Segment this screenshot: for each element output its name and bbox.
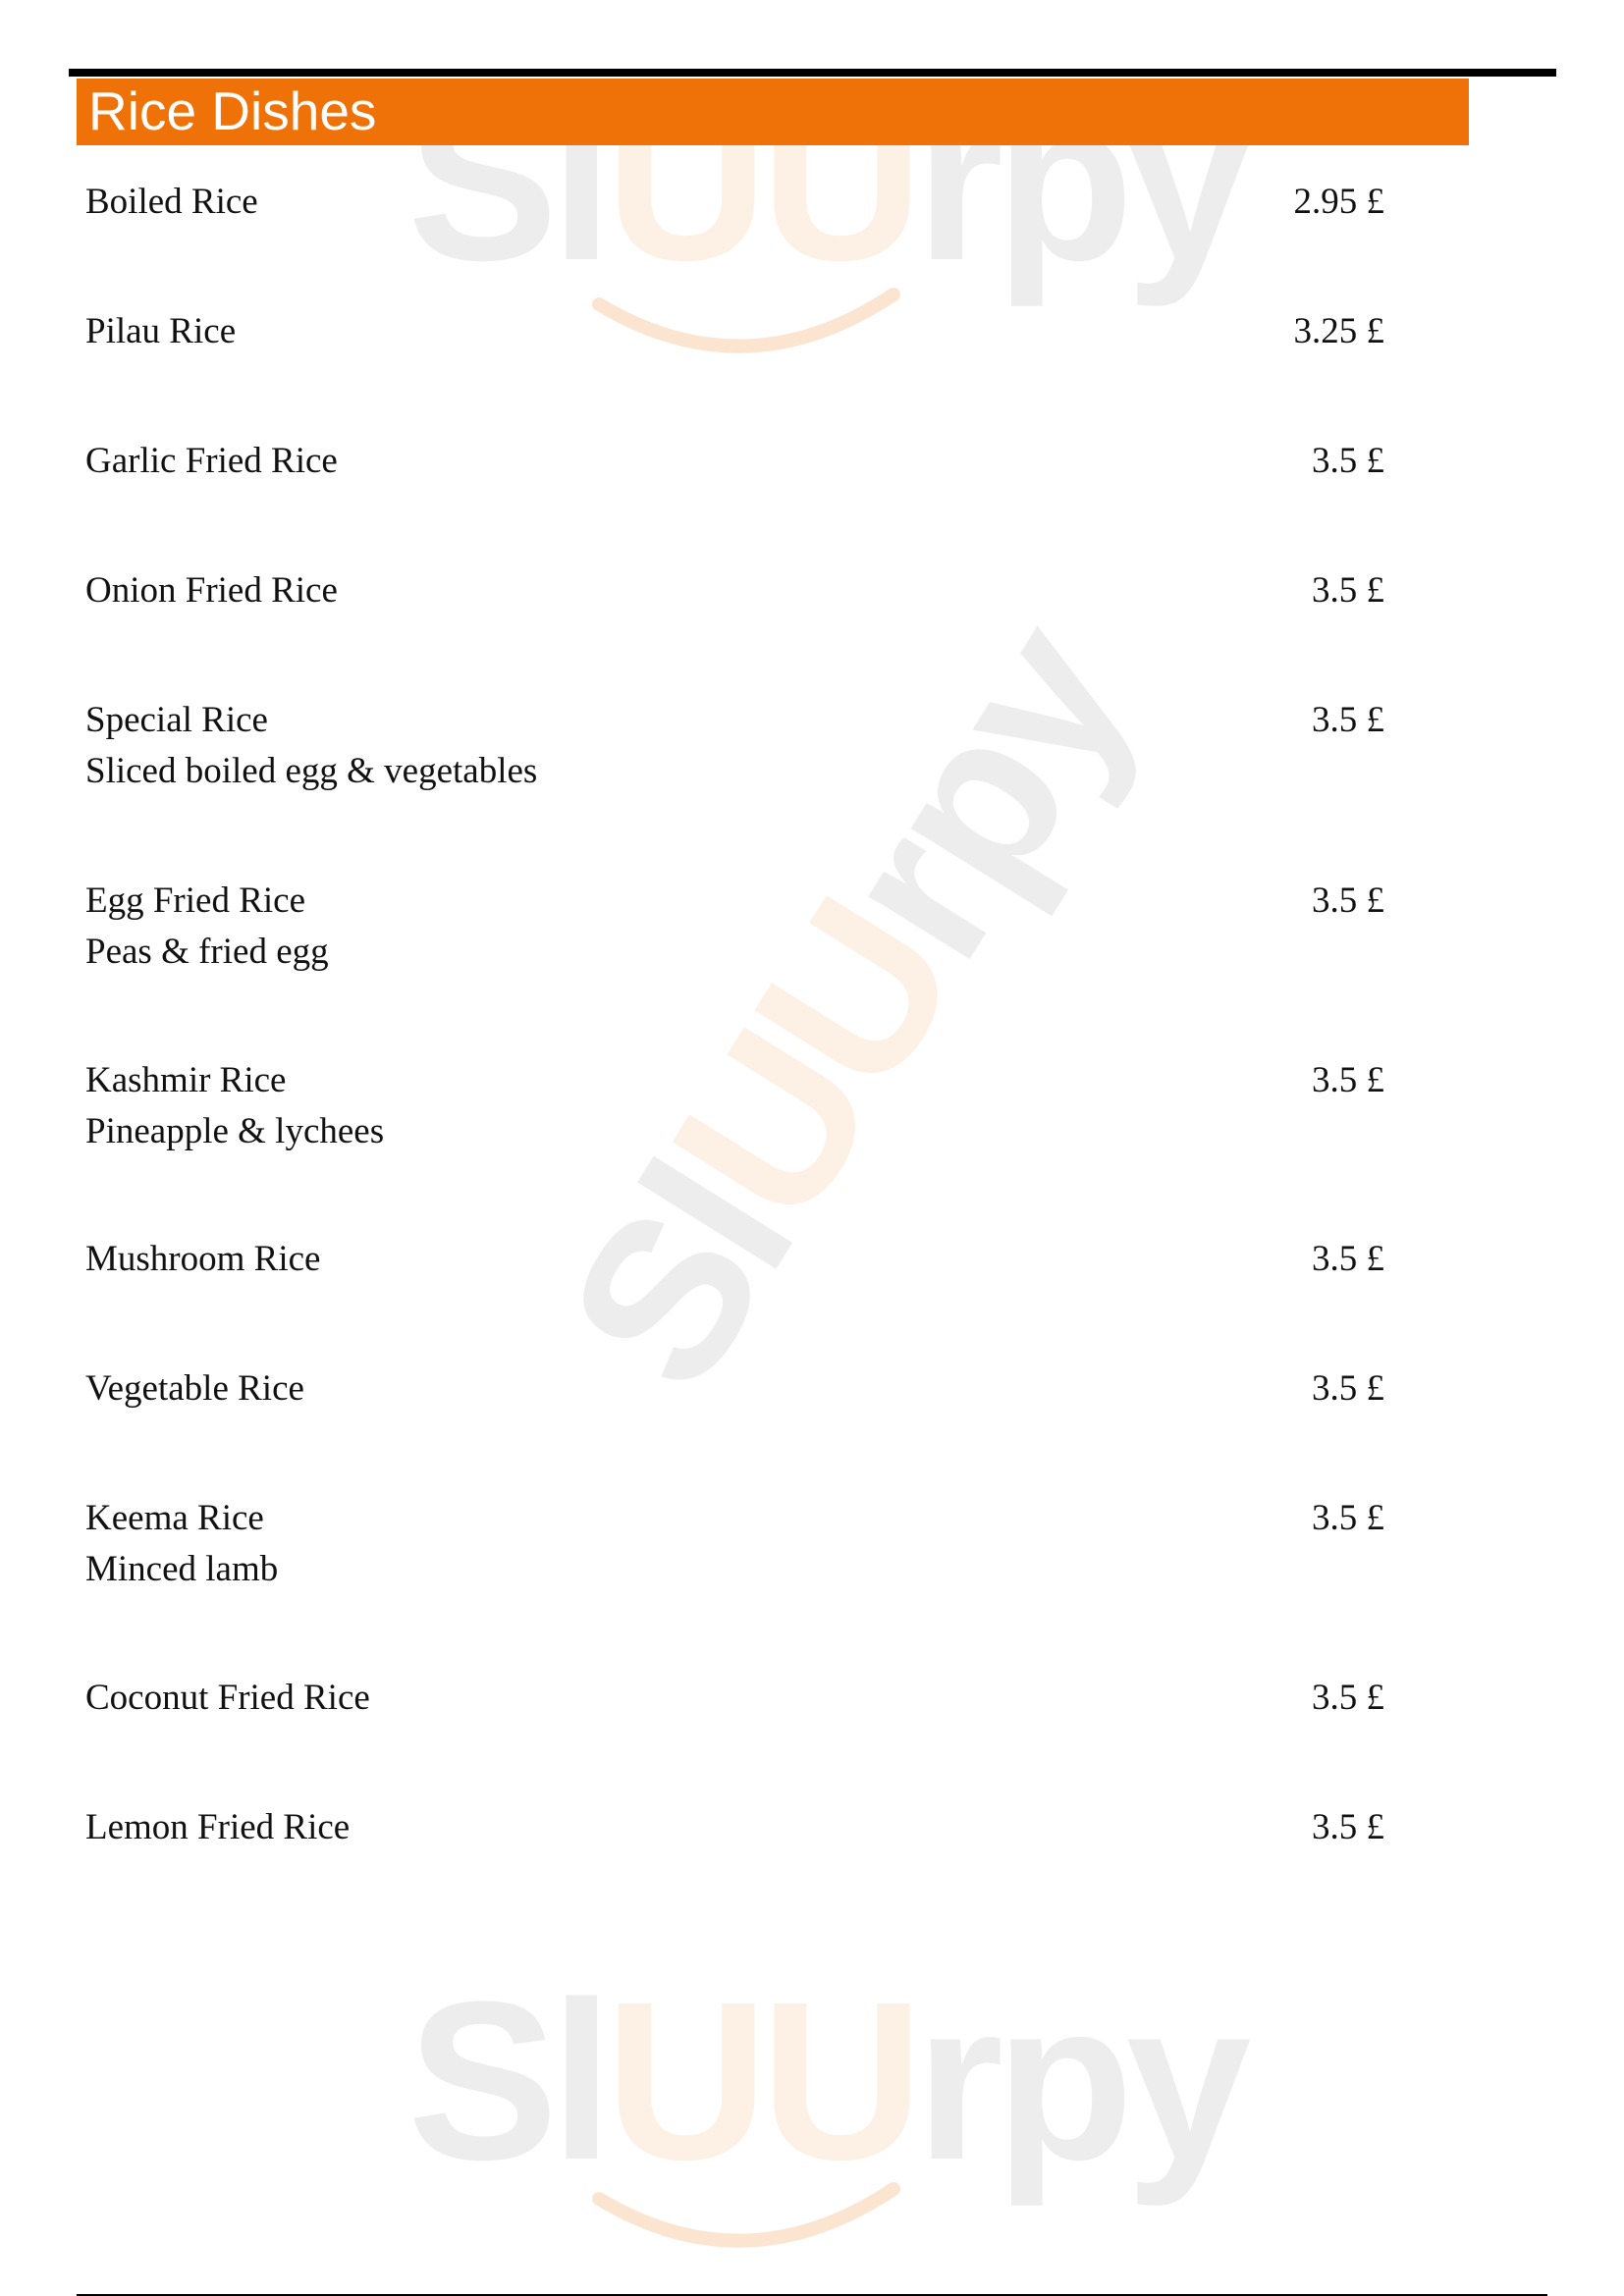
item-name: Garlic Fried Rice [85, 441, 338, 481]
item-name: Vegetable Rice [85, 1368, 304, 1409]
item-description: Sliced boiled egg & vegetables [85, 751, 538, 791]
item-name: Egg Fried Rice [85, 881, 306, 921]
item-name: Coconut Fried Rice [85, 1678, 370, 1718]
item-price: 3.5 £ [1312, 570, 1384, 611]
item-price: 2.95 £ [1293, 182, 1384, 222]
item-name: Pilau Rice [85, 311, 237, 351]
item-name: Special Rice [85, 700, 268, 740]
item-price: 3.5 £ [1312, 1239, 1384, 1279]
item-price: 3.5 £ [1312, 1678, 1384, 1718]
item-description: Pineapple & lychees [85, 1111, 385, 1151]
item-name: Lemon Fried Rice [85, 1807, 351, 1847]
watermark-logo-middle-mid: UU [623, 864, 1002, 1261]
item-name: Kashmir Rice [85, 1060, 287, 1100]
watermark-logo-top-mid: UU [605, 55, 916, 307]
watermark-logo-top-left: Sl [407, 55, 606, 307]
item-price: 3.5 £ [1312, 1368, 1384, 1409]
item-price: 3.5 £ [1312, 1498, 1384, 1538]
item-name: Boiled Rice [85, 182, 258, 222]
watermark-logo-middle-left: Sl [518, 1127, 839, 1429]
item-description: Minced lamb [85, 1549, 279, 1589]
item-price: 3.5 £ [1312, 1807, 1384, 1847]
item-price: 3.5 £ [1312, 1060, 1384, 1100]
item-price: 3.25 £ [1293, 311, 1384, 351]
watermark-logo-top-right: rpy [915, 55, 1244, 307]
item-name: Mushroom Rice [85, 1239, 321, 1279]
item-price: 3.5 £ [1312, 881, 1384, 921]
item-name: Keema Rice [85, 1498, 264, 1538]
item-name: Onion Fried Rice [85, 570, 338, 611]
item-price: 3.5 £ [1312, 700, 1384, 740]
item-price: 3.5 £ [1312, 441, 1384, 481]
item-description: Peas & fried egg [85, 932, 329, 972]
section-title: Rice Dishes [88, 80, 377, 141]
watermark-logo-bottom-left: Sl [407, 1954, 606, 2207]
watermark-logo-middle-right: rpy [787, 586, 1176, 998]
watermark-logo-bottom-right: rpy [915, 1954, 1244, 2207]
watermark-logo-bottom-mid: UU [605, 1954, 916, 2207]
